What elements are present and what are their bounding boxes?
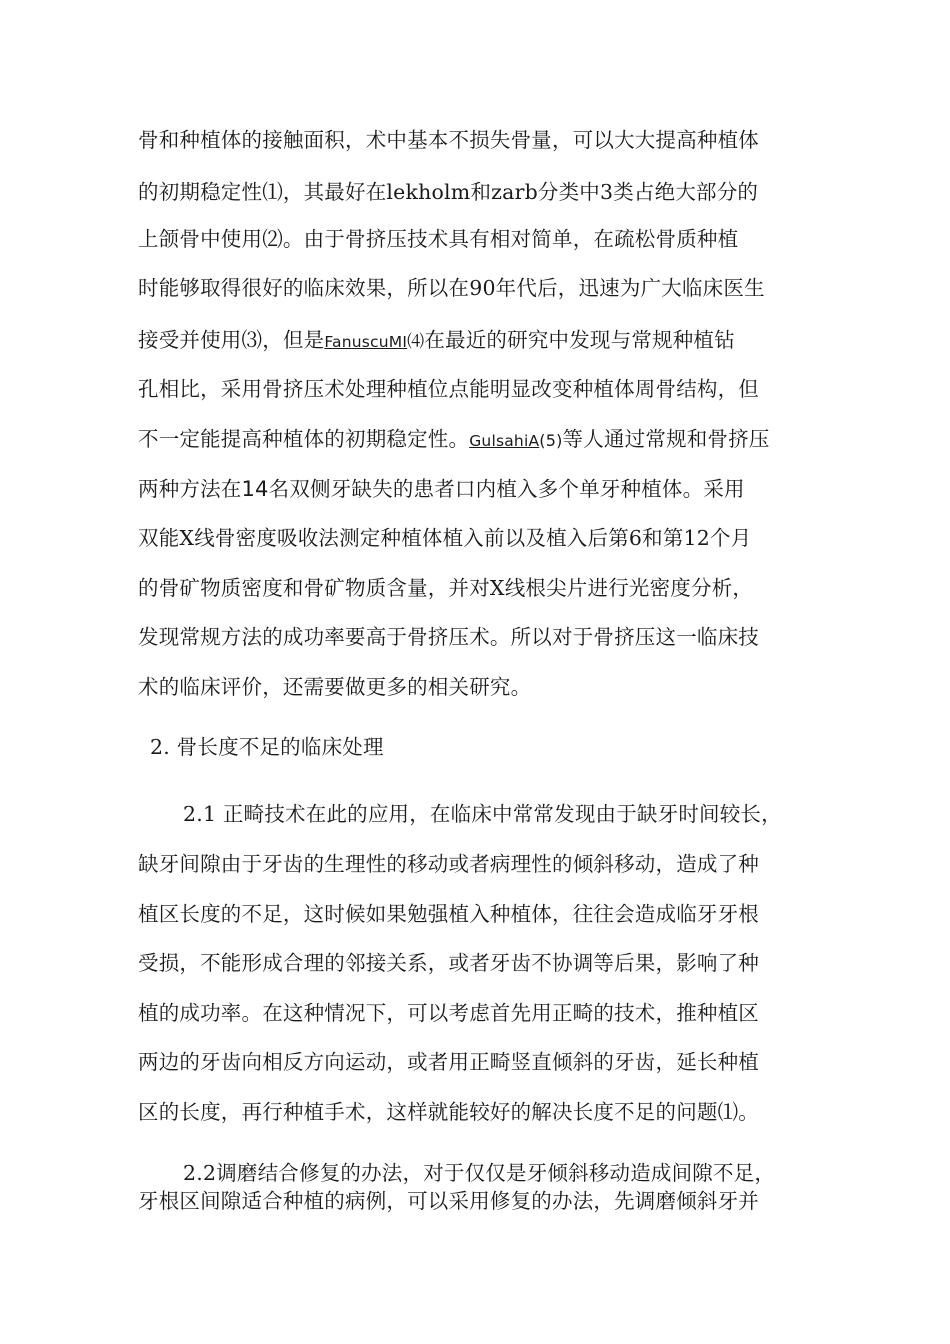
text-segment: 不一定能提高种植体的初期稳定性。	[138, 427, 470, 451]
text-line	[138, 327, 735, 355]
text-line: 发现常规方法的成功率要高于骨挤压术。所以对于骨挤压这一临床技	[138, 625, 759, 649]
text-line: 时能够取得很好的临床效果，所以在90年代后，迅速为广大临床医生	[138, 276, 765, 300]
text-line: 区的长度，再行种植手术，这样就能较好的解决长度不足的问题⑴。	[138, 1100, 759, 1124]
text-line: 2.2调磨结合修复的办法，对于仅仅是牙倾斜移动造成间隙不足，	[183, 1161, 776, 1185]
text-segment: 在最近的研究中发现与常规种植钻	[424, 328, 735, 352]
text-segment: 接受并使用⑶，但是	[138, 328, 325, 352]
patient-count: 14	[241, 477, 269, 501]
text-line: 植区长度的不足，这时候如果勉强植入种植体，往往会造成临牙牙根	[138, 902, 759, 926]
text-line: 受损，不能形成合理的邻接关系，或者牙齿不协调等后果，影响了种	[138, 951, 759, 975]
text-line: 2.1 正畸技术在此的应用，在临床中常常发现由于缺牙时间较长，	[183, 802, 782, 826]
text-line: 上颌骨中使用⑵。由于骨挤压技术具有相对简单，在疏松骨质种植	[138, 227, 739, 251]
text-line: 牙根区间隙适合种植的病例，可以采用修复的办法，先调磨倾斜牙并	[138, 1189, 759, 1213]
text-line: 两边的牙齿向相反方向运动，或者用正畸竖直倾斜的牙齿，延长种植	[138, 1050, 759, 1074]
section-heading: 2. 骨长度不足的临床处理	[150, 735, 384, 759]
citation-number: (5)	[539, 431, 563, 450]
text-line	[138, 476, 745, 502]
reference-link-gulsahi[interactable]: GulsahiA	[469, 432, 540, 450]
text-line: 的骨矿物质密度和骨矿物质含量，并对X线根尖片进行光密度分析，	[138, 576, 754, 600]
reference-link-fanuscu[interactable]: FanuscuMI	[324, 333, 408, 351]
text-line: 术的临床评价，还需要做更多的相关研究。	[138, 675, 532, 699]
text-line: 孔相比，采用骨挤压术处理种植位点能明显改变种植体周骨结构，但	[138, 377, 759, 401]
citation-number: ⑷	[407, 332, 425, 352]
text-segment: 名双侧牙缺失的患者口内植入多个单牙种植体。采用	[268, 477, 745, 501]
text-line: 的初期稳定性⑴，其最好在lekholm和zarb分类中3类占绝大部分的	[138, 180, 759, 204]
text-line: 骨和种植体的接触面积，术中基本不损失骨量，可以大大提高种植体	[138, 128, 759, 152]
text-line: 缺牙间隙由于牙齿的生理性的移动或者病理性的倾斜移动，造成了种	[138, 852, 759, 876]
text-line	[138, 426, 770, 454]
text-segment: 等人通过常规和骨挤压	[562, 427, 770, 451]
text-line: 植的成功率。在这种情况下，可以考虑首先用正畸的技术，推种植区	[138, 1001, 759, 1025]
text-line: 双能X线骨密度吸收法测定种植体植入前以及植入后第6和第12个月	[138, 526, 752, 550]
text-segment: 两种方法在	[138, 477, 242, 501]
